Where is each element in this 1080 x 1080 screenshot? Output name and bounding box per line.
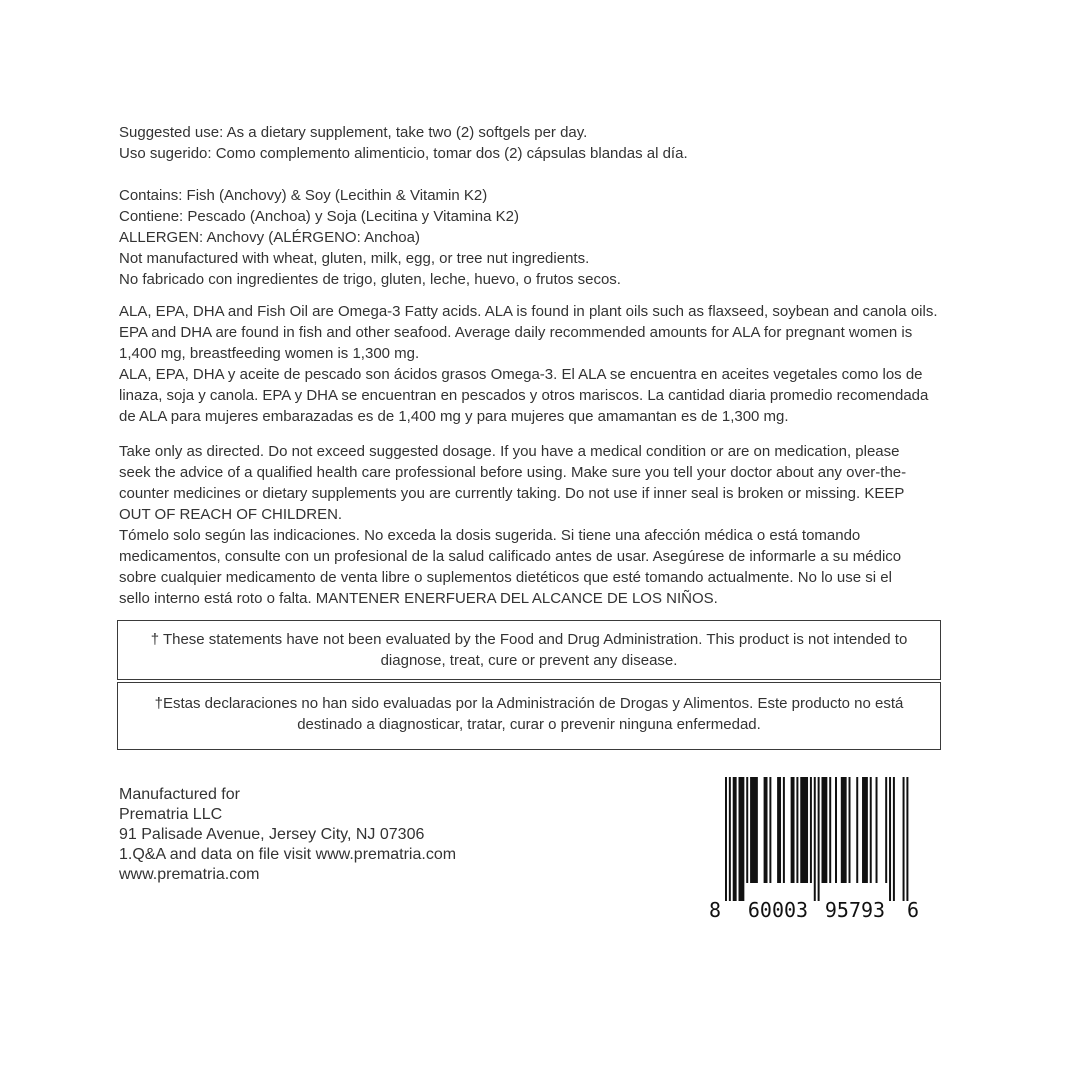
manufactured-for-label: Manufactured for: [119, 786, 240, 803]
barcode-digit-group: 8: [708, 898, 722, 922]
contains-en: Contains: Fish (Anchovy) & Soy (Lecithin & Vitamin K2): [119, 187, 488, 204]
directions-line: seek the advice of a qualified health care professional before using. Make sure you tell your doctor about any over-the-: [119, 464, 907, 481]
upc-barcode-graphic: [700, 777, 930, 922]
allergen-paragraph: [119, 185, 621, 290]
manufacturer-website: www.prematria.com: [119, 866, 260, 883]
directions-line: Tómelo solo según las indicaciones. No exceda la dosis sugerida. Si tiene una afección médica o está tomando: [119, 527, 861, 544]
allergen-statement: ALLERGEN: Anchovy (ALÉRGENO: Anchoa): [119, 229, 420, 246]
fda-disclaimer-en-line: † These statements have not been evaluated by the Food and Drug Administration. This product is not intended to: [150, 631, 908, 648]
fda-disclaimer-box-en: [117, 620, 941, 680]
qa-data-note: 1.Q&A and data on file visit www.prematria.com: [119, 846, 457, 863]
directions-line: medicamentos, consulte con un profesional de la salud calificado antes de usar. Asegúrese de informarle a su médico: [119, 548, 902, 565]
directions-line: Take only as directed. Do not exceed suggested dosage. If you have a medical condition or are on medication, please: [119, 443, 900, 460]
contains-es: Contiene: Pescado (Anchoa) y Soja (Lecitina y Vitamina K2): [119, 208, 519, 225]
not-manufactured-en: Not manufactured with wheat, gluten, milk, egg, or tree nut ingredients.: [119, 250, 590, 267]
directions-line: counter medicines or dietary supplements you are currently taking. Do not use if inner seal is broken or missing. KEEP: [119, 485, 905, 502]
omega3-info-line: de ALA para mujeres embarazadas es de 1,400 mg y para mujeres que amamantan es de 1,300 mg.: [119, 408, 789, 425]
fda-disclaimer-es-line: †Estas declaraciones no han sido evaluadas por la Administración de Drogas y Alimentos. Este producto no está: [154, 695, 904, 712]
not-manufactured-es: No fabricado con ingredientes de trigo, gluten, leche, huevo, o frutos secos.: [119, 271, 621, 288]
omega3-info-line: ALA, EPA, DHA and Fish Oil are Omega-3 Fatty acids. ALA is found in plant oils such as flaxseed, soybean and canola oils.: [119, 303, 938, 320]
directions-line: sello interno está roto o falta. MANTENER ENERFUERA DEL ALCANCE DE LOS NIÑOS.: [119, 590, 718, 607]
upc-barcode: [700, 777, 930, 922]
suggested-use-es: Uso sugerido: Como complemento alimenticio, tomar dos (2) cápsulas blandas al día.: [119, 145, 688, 162]
manufacturer-name: Prematria LLC: [119, 806, 223, 823]
directions-warning-paragraph: [119, 441, 906, 609]
fda-disclaimer-es-line: destinado a diagnosticar, tratar, curar o prevenir ninguna enfermedad.: [297, 716, 761, 733]
barcode-digit-group: 95793: [824, 898, 886, 922]
suggested-use-en: Suggested use: As a dietary supplement, take two (2) softgels per day.: [119, 124, 588, 141]
omega3-info-line: linaza, soja y canola. EPA y DHA se encuentran en pescados y otros mariscos. La cantidad diaria promedio recomendada: [119, 387, 929, 404]
fda-disclaimer-en-line: diagnose, treat, cure or prevent any disease.: [380, 652, 678, 669]
omega3-info-line: 1,400 mg, breastfeeding women is 1,300 mg.: [119, 345, 420, 362]
barcode-digit-group: 60003: [747, 898, 809, 922]
omega3-info-line: EPA and DHA are found in fish and other seafood. Average daily recommended amounts for ALA for pregnant women is: [119, 324, 913, 341]
suggested-use-paragraph: [119, 122, 688, 164]
directions-line: OUT OF REACH OF CHILDREN.: [119, 506, 343, 523]
directions-line: sobre cualquier medicamento de venta libre o suplementos dietéticos que esté tomando actualmente. No lo use si el: [119, 569, 892, 586]
fda-disclaimer-box-es: [117, 682, 941, 750]
manufacturer-block: [119, 785, 456, 885]
omega3-info-line: ALA, EPA, DHA y aceite de pescado son ácidos grasos Omega-3. El ALA se encuentra en aceites vegetales como los de: [119, 366, 923, 383]
manufacturer-address: 91 Palisade Avenue, Jersey City, NJ 07306: [119, 826, 425, 843]
barcode-digit-group: 6: [906, 898, 920, 922]
omega3-info-paragraph: [119, 301, 938, 427]
